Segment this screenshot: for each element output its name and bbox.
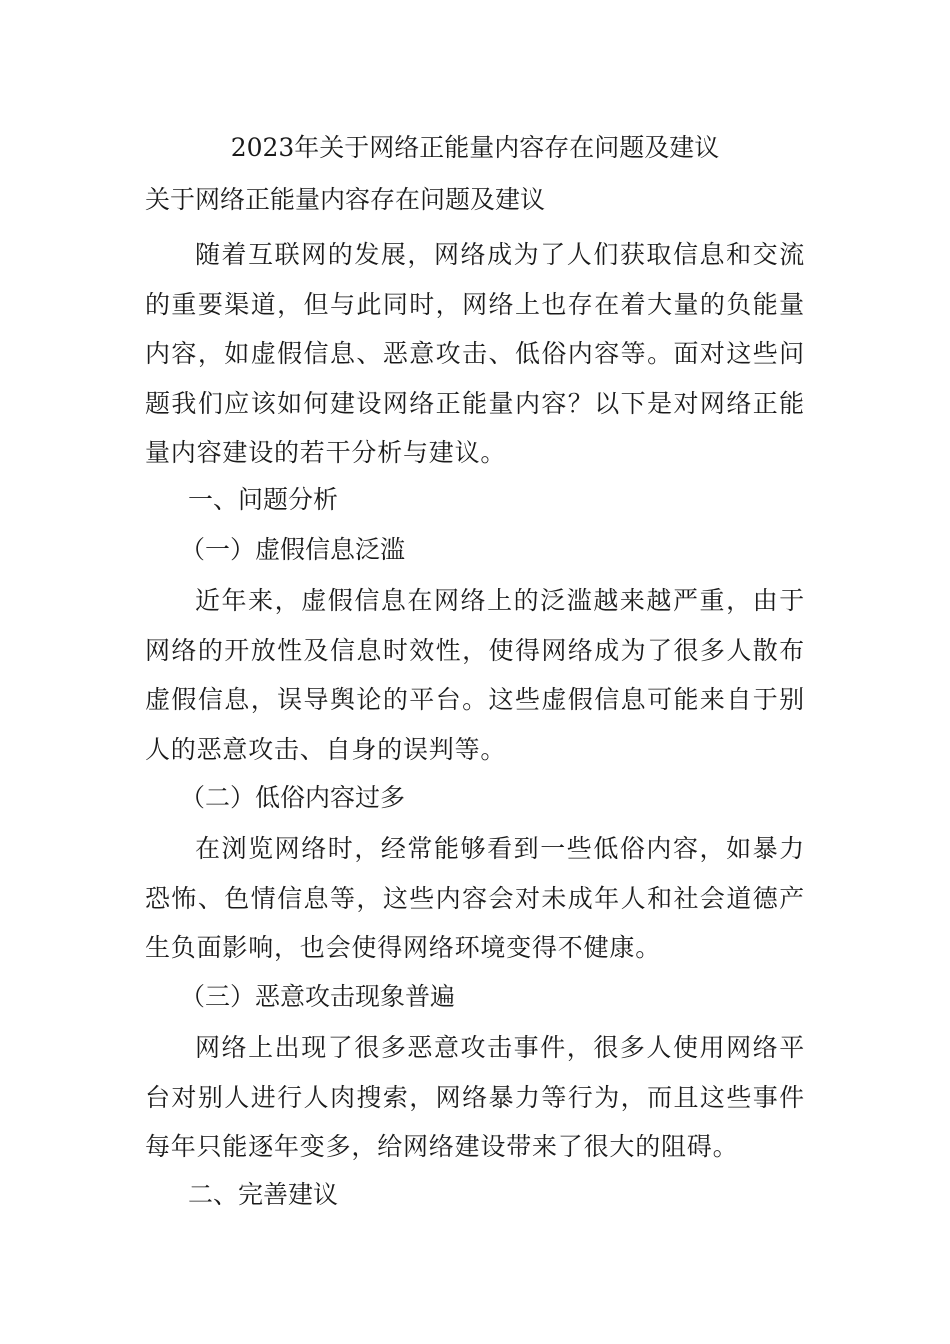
subsection-heading-3: （三）恶意攻击现象普遍 [180,982,456,1011]
subsection-paragraph-2: 在浏览网络时，经常能够看到一些低俗内容，如暴力恐怖、色情信息等，这些内容会对未成年人和社会道德产生负面影响，也会使得网络环境变得不健康。 [145,834,805,962]
document-title: 2023年关于网络正能量内容存在问题及建议 [230,133,720,162]
section-heading-1: 一、问题分析 [188,485,339,514]
subsection-paragraph-1: 近年来，虚假信息在网络上的泛滥越来越严重，由于网络的开放性及信息时效性，使得网络成为了很多人散布虚假信息，误导舆论的平台。这些虚假信息可能来自于别人的恶意攻击、自身的误判等。 [145,586,805,764]
intro-paragraph: 随着互联网的发展，网络成为了人们获取信息和交流的重要渠道，但与此同时，网络上也存在着大量的负能量内容，如虚假信息、恶意攻击、低俗内容等。面对这些问题我们应该如何建设网络正能量内容？以下是对网络正能量内容建设的若干分析与建议。 [145,240,805,467]
subsection-paragraph-3: 网络上出现了很多恶意攻击事件，很多人使用网络平台对别人进行人肉搜索，网络暴力等行为，而且这些事件每年只能逐年变多，给网络建设带来了很大的阻碍。 [145,1033,805,1161]
document-subtitle: 关于网络正能量内容存在问题及建议 [145,185,546,214]
subsection-heading-2: （二）低俗内容过多 [180,783,406,812]
subsection-heading-1: （一）虚假信息泛滥 [180,535,406,564]
section-heading-2: 二、完善建议 [188,1180,339,1209]
